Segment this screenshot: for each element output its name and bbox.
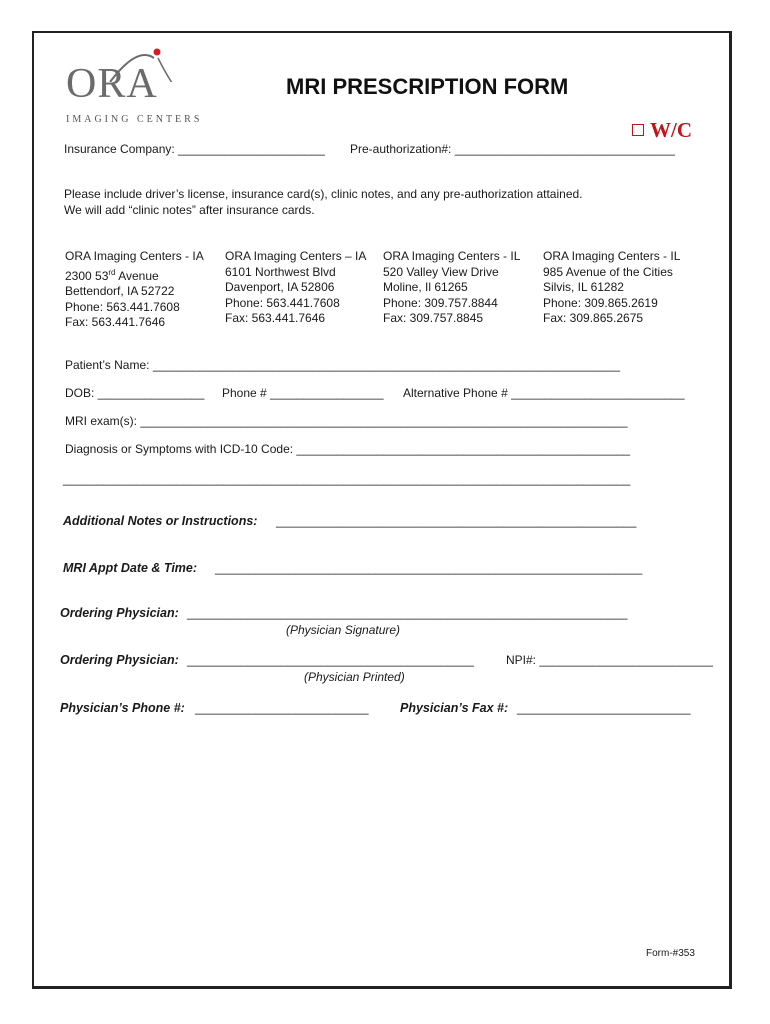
location-name: ORA Imaging Centers - IA	[65, 249, 204, 263]
notes-label: Additional Notes or Instructions:	[63, 514, 258, 528]
mri-exam-field[interactable]: MRI exam(s): _________________________________________________________________________	[65, 414, 628, 428]
diagnosis-continuation-field[interactable]: _____________________________________________________________________________________	[63, 472, 631, 486]
physician-signature-caption: (Physician Signature)	[286, 623, 401, 637]
location-phone: Phone: 309.865.2619	[543, 295, 658, 310]
location-name: ORA Imaging Centers – IA	[225, 249, 367, 263]
checkbox-icon	[632, 124, 644, 136]
wc-checkbox[interactable]	[632, 118, 692, 143]
location-name: ORA Imaging Centers - IL	[383, 249, 521, 263]
location-name: ORA Imaging Centers - IL	[543, 249, 681, 263]
form-number: Form-#353	[646, 948, 695, 959]
location-phone: Phone: 563.441.7608	[65, 299, 180, 314]
dob-field[interactable]: DOB: ________________	[65, 386, 205, 400]
location-fax: Fax: 309.865.2675	[543, 311, 644, 325]
wc-label: W/C	[650, 118, 692, 142]
logo-wordmark: ORA	[66, 61, 158, 107]
alt-phone-field[interactable]: Alternative Phone # __________________________	[403, 386, 685, 400]
location-street: 6101 Northwest Blvd	[225, 264, 336, 279]
physician-fax-field[interactable]: __________________________	[517, 701, 691, 715]
physician-phone-field[interactable]: __________________________	[195, 701, 369, 715]
location-city: Moline, Il 61265	[383, 280, 468, 294]
location-fax: Fax: 309.757.8845	[383, 311, 484, 325]
location-fax: Fax: 563.441.7646	[65, 315, 166, 329]
physician-printed-caption: (Physician Printed)	[304, 670, 405, 684]
instructions-line-2: We will add “clinic notes” after insurance cards.	[64, 203, 315, 217]
insurance-company-field[interactable]: Insurance Company: ______________________	[64, 142, 325, 156]
physician-printed-field[interactable]: ___________________________________________	[187, 653, 474, 667]
location-city: Bettendorf, IA 52722	[65, 284, 175, 298]
form-title: MRI PRESCRIPTION FORM	[286, 74, 569, 99]
location-city: Davenport, IA 52806	[225, 280, 335, 294]
location-street: 985 Avenue of the Cities	[543, 264, 673, 279]
instructions-line-1: Please include driver’s license, insurance card(s), clinic notes, and any pre-authorization attained.	[64, 187, 583, 201]
physician-signature-label: Ordering Physician:	[60, 606, 179, 620]
location-phone: Phone: 309.757.8844	[383, 295, 498, 310]
preauth-field[interactable]: Pre-authorization#: _________________________________	[350, 142, 675, 156]
physician-fax-label: Physician’s Fax #:	[400, 701, 509, 715]
location-city: Silvis, IL 61282	[543, 280, 624, 294]
physician-printed-label: Ordering Physician:	[60, 653, 179, 667]
form-border	[32, 31, 732, 989]
notes-field[interactable]: ______________________________________________________	[276, 514, 637, 528]
location-fax: Fax: 563.441.7646	[225, 311, 326, 325]
diagnosis-field[interactable]: Diagnosis or Symptoms with ICD-10 Code: __________________________________________________	[65, 442, 631, 456]
patient-name-field[interactable]: Patient’s Name: ______________________________________________________________________	[65, 358, 620, 372]
location-street: 2300 53rd Avenue	[65, 267, 159, 283]
logo-tagline: IMAGING CENTERS	[66, 114, 203, 125]
physician-signature-field[interactable]: __________________________________________________________________	[187, 606, 628, 620]
appt-label: MRI Appt Date & Time:	[63, 561, 198, 575]
location-block	[225, 249, 366, 327]
npi-field[interactable]: NPI#: __________________________	[506, 653, 713, 667]
location-block	[383, 249, 520, 327]
location-block	[543, 249, 680, 327]
location-block	[65, 249, 204, 331]
phone-field[interactable]: Phone # _________________	[222, 386, 384, 400]
appt-field[interactable]: ________________________________________________________________	[215, 561, 643, 575]
location-street: 520 Valley View Drive	[383, 264, 499, 279]
physician-phone-label: Physician’s Phone #:	[60, 701, 185, 715]
location-phone: Phone: 563.441.7608	[225, 295, 340, 310]
